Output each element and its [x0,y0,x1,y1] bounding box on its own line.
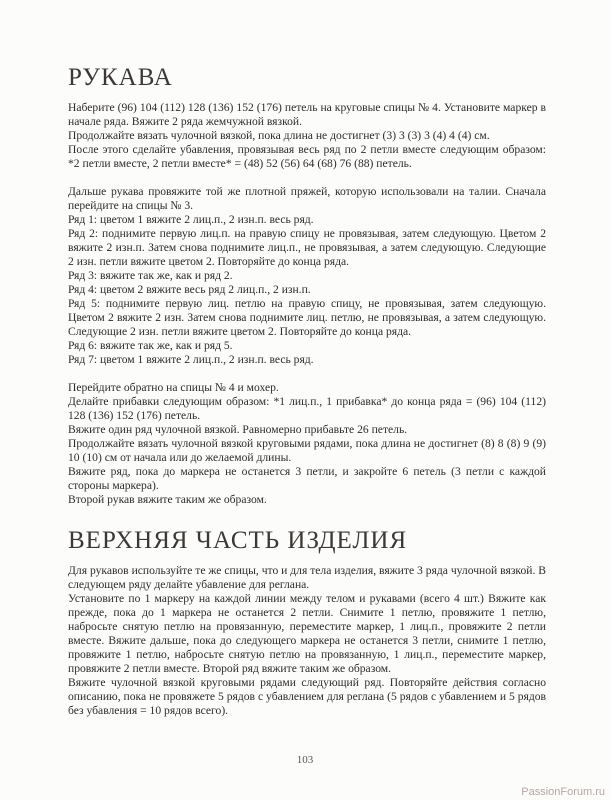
paragraph-row-3: Ряд 3: вяжите так же, как и ряд 2. [68,269,233,282]
paragraph: Делайте прибавки следующим образом: *1 лиц.п., 1 прибавка* до конца ряда = (96) 104 (112) 128 (136) 152 (176) петель. [68,395,546,422]
paragraph: Продолжайте вязать чулочной вязкой круговыми рядами, пока длина не достигнет (8) 8 (8) 9 (9) 10 (10) см от начала или до желаемой длины. [68,437,546,464]
paragraph-row-6: Ряд 6: вяжите так же, как и ряд 5. [68,339,233,352]
paragraph: После этого сделайте убавления, провязывая весь ряд по 2 петли вместе следующим образом: *2 петли вместе, 2 петли вместе* = (48) 52 (56) 64 (68) 76 (88) петель. [68,143,546,170]
paragraph: Установите по 1 маркеру на каждой линии между телом и рукавами (всего 4 шт.) Вяжите как прежде, пока до 1 маркера не останется 2 петли. Снимите 1 петлю, провяжите 1 петлю, набросьте снятую петлю на провязанную, переместите маркер, 1 лиц.п., провяжите 2 петли вместе. Вяжите дальше, пока до следующего маркера не останется 3 петли, снимите 1 петлю, провяжите 1 петлю, набросьте снятую петлю на провязанную, 1 лиц.п., переместите маркер, провяжите 2 петли вместе. Второй ряд вяжите таким же образом. [68,592,546,675]
watermark: PassionForum.ru [521,786,605,798]
paragraph-row-5: Ряд 5: поднимите первую лиц. петлю на правую спицу, не провязывая, затем следующую. Цветом 2 вяжите 2 изн. Затем снова поднимите лиц. петлю, не провязывая, а затем следующую. Следующие 2 изн. петли вяжите цветом 2. Повторяйте до конца ряда. [68,297,546,338]
paragraph: Наберите (96) 104 (112) 128 (136) 152 (176) петель на круговые спицы № 4. Установите маркер в начале ряда. Вяжите 2 ряда жемчужной вязкой. [68,101,546,128]
paragraph-row-1: Ряд 1: цветом 1 вяжите 2 лиц.п., 2 изн.п. весь ряд. [68,213,314,226]
paragraph: Для рукавов используйте те же спицы, что и для тела изделия, вяжите 3 ряда чулочной вязкой. В следующем ряду делайте убавление для реглана. [68,564,546,591]
heading-upper-part: ВЕРХНЯЯ ЧАСТЬ ИЗДЕЛИЯ [68,527,408,554]
paragraph: Второй рукав вяжите таким же образом. [68,493,267,506]
paragraph: Вяжите один ряд чулочной вязкой. Равномерно прибавьте 26 петель. [68,423,408,436]
paragraph-row-4: Ряд 4: цветом 2 вяжите весь ряд 2 лиц.п., 2 изн.п. [68,283,311,296]
page-number: 103 [296,754,314,766]
paragraph-row-7: Ряд 7: цветом 1 вяжите 2 лиц.п., 2 изн.п. весь ряд. [68,353,314,366]
paragraph-row-2: Ряд 2: поднимите первую лиц.п. на правую спицу не провязывая, затем следующую. Цветом 2 вяжите 2 изн.п. Затем снова поднимите лиц.п., не провязывая, а затем следующую. Следующие 2 изн. петли вяжите цветом 2. Повторяйте до конца ряда. [68,227,546,268]
paragraph: Вяжите ряд, пока до маркера не останется 3 петли, и закройте 6 петель (3 петли с каждой стороны маркера). [68,465,546,492]
heading-sleeves: РУКАВА [68,64,173,91]
paragraph: Перейдите обратно на спицы № 4 и мохер. [68,381,279,394]
paragraph: Продолжайте вязать чулочной вязкой, пока длина не достигнет (3) 3 (3) 3 (4) 4 (4) см. [68,129,490,142]
paragraph: Дальше рукава провяжите той же плотной пряжей, которую использовали на талии. Сначала перейдите на спицы № 3. [68,185,546,212]
page-content [68,64,546,718]
paragraph: Вяжите чулочной вязкой круговыми рядами следующий ряд. Повторяйте действия согласно описанию, пока не провяжете 5 рядов с убавлением для реглана (5 рядов с убавлением и 5 рядов без убавления = 10 рядов всего). [68,676,546,717]
